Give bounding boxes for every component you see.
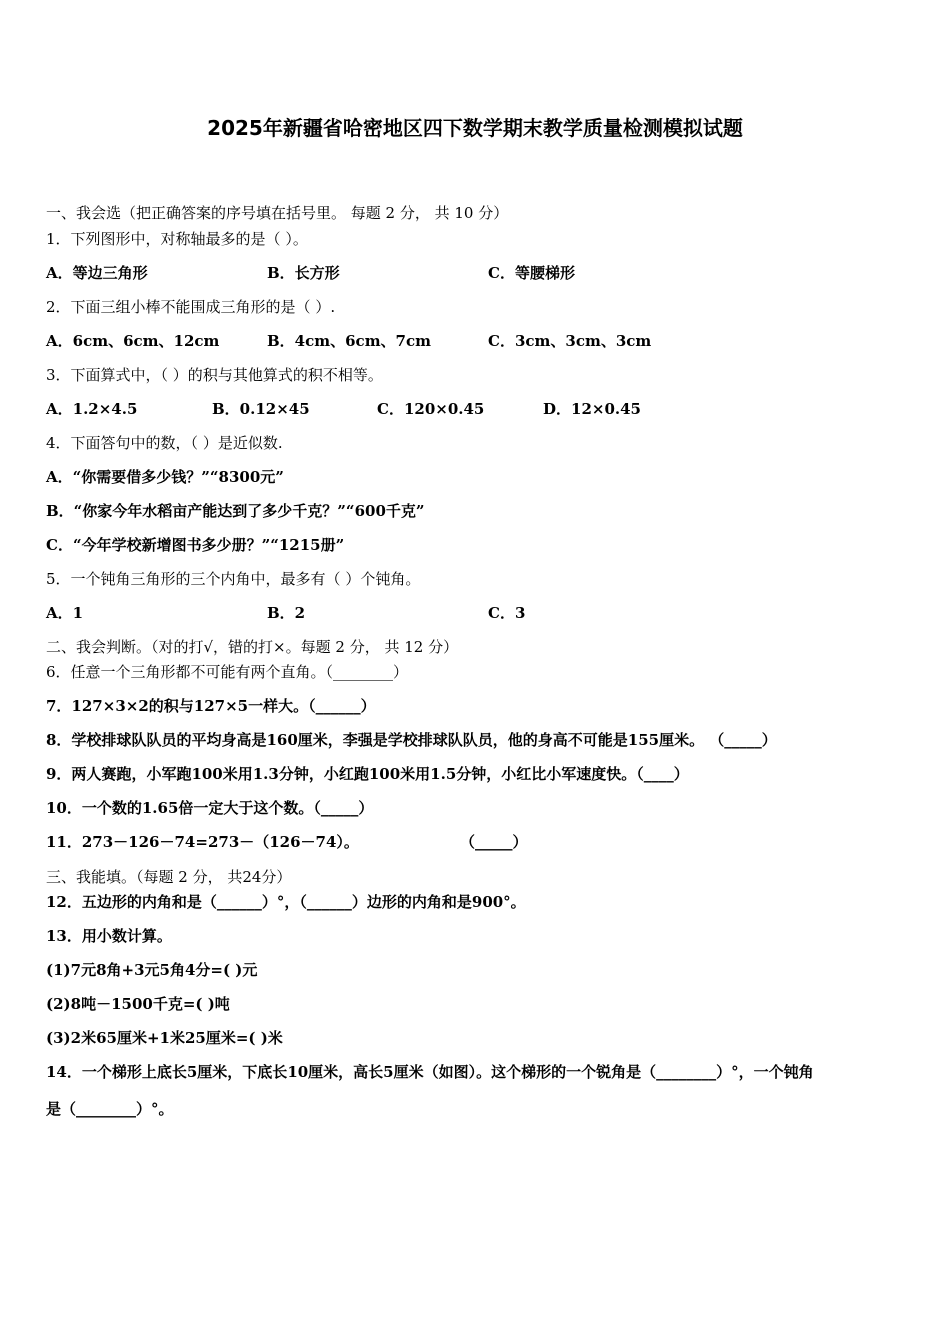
q1-option-c: C．等腰梯形 (488, 264, 575, 282)
question-1: 1．下列图形中，对称轴最多的是（ ）。 (46, 230, 308, 248)
q1-option-a: A．等边三角形 (46, 264, 148, 282)
question-12: 12．五边形的内角和是（______）°，（______）边形的内角和是900°。 (46, 893, 526, 911)
q3-option-a: A．1.2×4.5 (46, 400, 138, 418)
question-9: 9．两人赛跑，小军跑100米用1.3分钟，小红跑100米用1.5分钟，小红比小军速度快。（____） (46, 765, 689, 783)
question-8: 8．学校排球队队员的平均身高是160厘米，李强是学校排球队队员，他的身高不可能是155厘米。 （_____） (46, 731, 777, 749)
q13-part-2: (2)8吨－1500千克=( )吨 (46, 995, 230, 1013)
q5-option-a: A．1 (46, 604, 84, 622)
question-10: 10．一个数的1.65倍一定大于这个数。（_____） (46, 799, 374, 817)
question-5: 5．一个钝角三角形的三个内角中，最多有（ ）个钝角。 (46, 570, 421, 588)
question-7: 7．127×3×2的积与127×5一样大。（______） (46, 697, 376, 715)
q4-option-c: C．“今年学校新增图书多少册？”“1215册” (46, 536, 345, 554)
q11-answer-blank: （_____） (460, 833, 528, 851)
question-4: 4．下面答句中的数，（ ）是近似数. (46, 434, 283, 452)
q13-part-1: (1)7元8角+3元5角4分=( )元 (46, 961, 258, 979)
question-11: 11．273－126－74=273－（126－74）。 (46, 833, 359, 851)
q2-option-c: C．3cm、3cm、3cm (488, 332, 652, 350)
question-2: 2．下面三组小棒不能围成三角形的是（ ）. (46, 298, 336, 316)
q5-option-b: B．2 (267, 604, 306, 622)
question-6: 6．任意一个三角形都不可能有两个直角。（________） (46, 663, 409, 681)
q5-option-c: C．3 (488, 604, 526, 622)
section-3-heading: 三、我能填。（每题 2 分， 共24分） (46, 868, 292, 886)
q3-option-d: D．12×0.45 (543, 400, 641, 418)
q1-option-b: B．长方形 (267, 264, 340, 282)
q3-option-b: B．0.12×45 (212, 400, 310, 418)
question-14-line-2: 是（________）°。 (46, 1100, 174, 1118)
q4-option-b: B．“你家今年水稻亩产能达到了多少千克？”“600千克” (46, 502, 425, 520)
question-14-line-1: 14．一个梯形上底长5厘米，下底长10厘米，高长5厘米（如图）。这个梯形的一个锐角是（________）°，一个钝角 (46, 1063, 814, 1081)
q13-part-3: (3)2米65厘米+1米25厘米=( )米 (46, 1029, 283, 1047)
q4-option-a: A．“你需要借多少钱？”“8300元” (46, 468, 284, 486)
page-title: 2025年新疆省哈密地区四下数学期末教学质量检测模拟试题 (207, 116, 743, 140)
section-2-heading: 二、我会判断。（对的打√，错的打×。每题 2 分， 共 12 分） (46, 638, 459, 656)
question-13: 13．用小数计算。 (46, 927, 172, 945)
q3-option-c: C．120×0.45 (377, 400, 485, 418)
section-1-heading: 一、我会选（把正确答案的序号填在括号里。 每题 2 分， 共 10 分） (46, 204, 509, 222)
q2-option-b: B．4cm、6cm、7cm (267, 332, 432, 350)
question-3: 3．下面算式中，（ ）的积与其他算式的积不相等。 (46, 366, 383, 384)
q2-option-a: A．6cm、6cm、12cm (46, 332, 220, 350)
